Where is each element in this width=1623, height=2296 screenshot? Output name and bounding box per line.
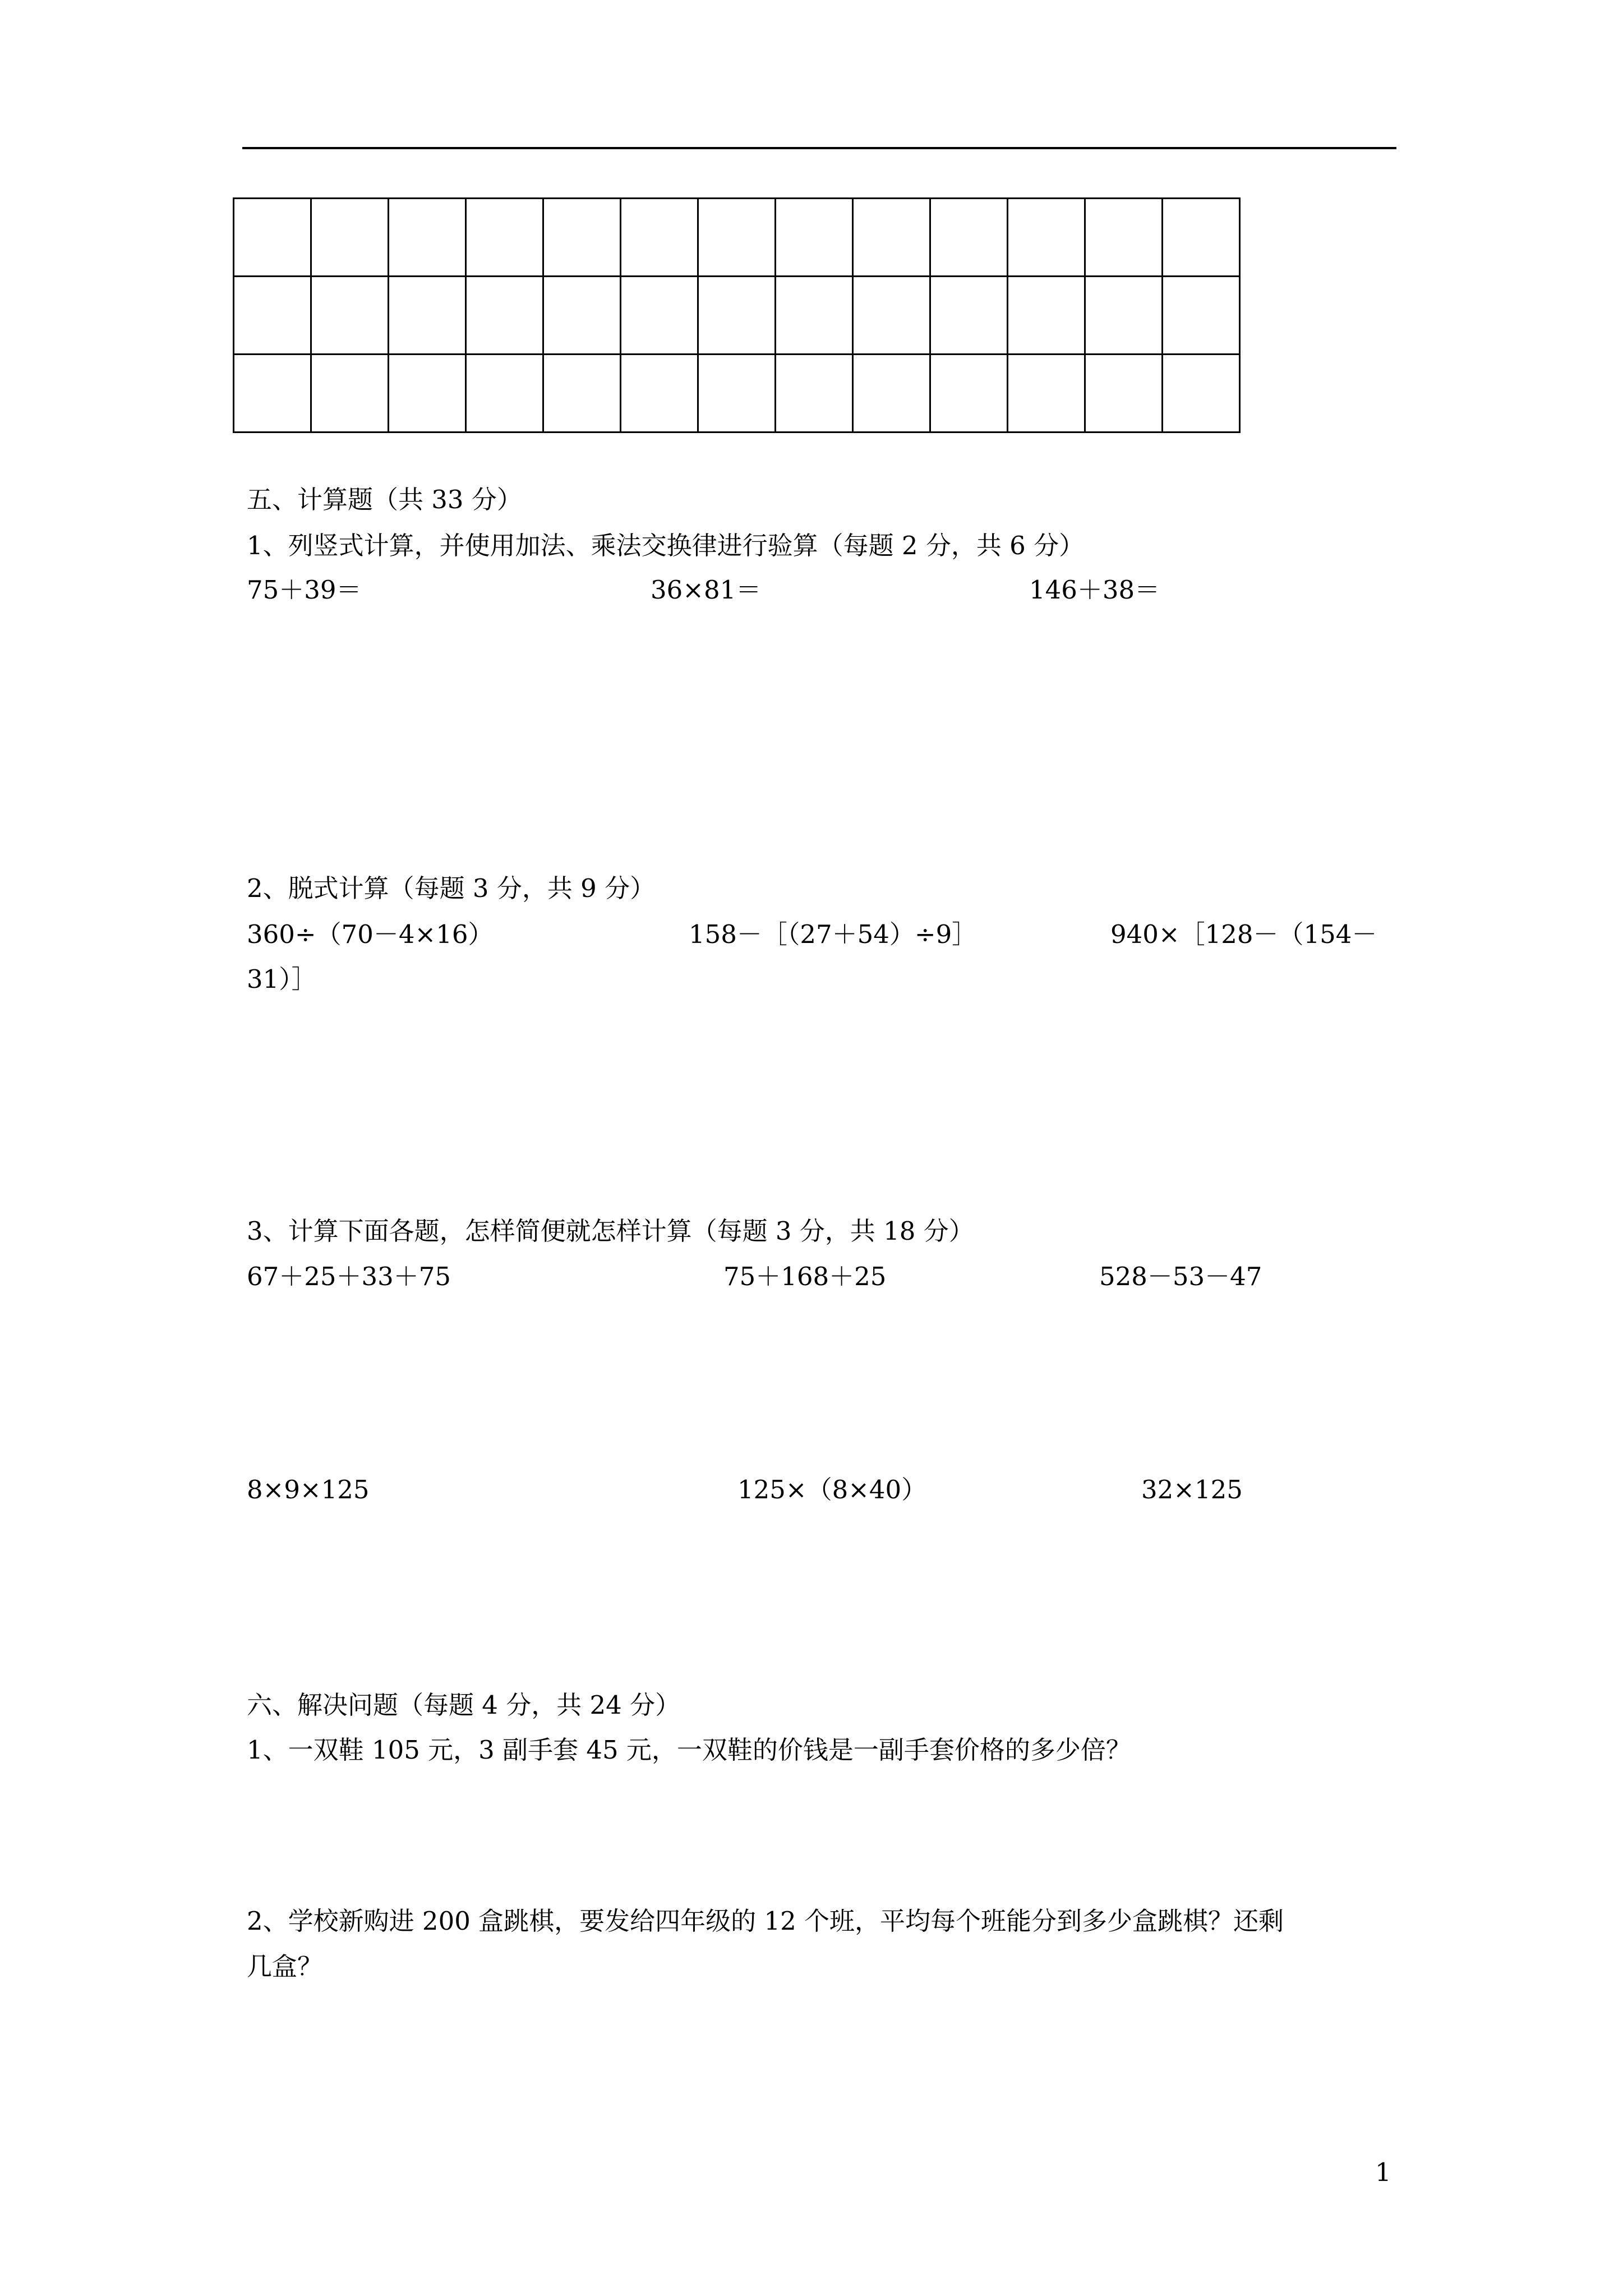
grid-cell: [776, 355, 853, 432]
grid-cell: [776, 277, 853, 355]
grid-cell: [389, 277, 466, 355]
section-6-title: 六、解决问题（每题 4 分，共 24 分）: [247, 1690, 681, 1720]
header-rule: [242, 147, 1396, 149]
grid-cell: [930, 355, 1008, 432]
grid-cell: [234, 277, 311, 355]
q3-title: 3、计算下面各题，怎样简便就怎样计算（每题 3 分，共 18 分）: [247, 1216, 974, 1246]
grid-cell: [389, 355, 466, 432]
s6-q1: 1、一双鞋 105 元，3 副手套 45 元，一双鞋的价钱是一副手套价格的多少倍？: [247, 1735, 1131, 1765]
grid-cell: [466, 199, 543, 277]
q3-item-3: 528－53－47: [1099, 1262, 1262, 1291]
q2-item-1: 360÷（70－4×16）: [247, 919, 494, 949]
grid-cell: [698, 277, 776, 355]
grid-cell: [1085, 199, 1163, 277]
grid-cell: [853, 355, 930, 432]
grid-cell: [311, 199, 389, 277]
s6-q2-line-1: 2、学校新购进 200 盒跳棋，要发给四年级的 12 个班，平均每个班能分到多少盒跳棋？还剩: [247, 1906, 1284, 1936]
grid-cell: [621, 277, 698, 355]
grid-cell: [1163, 199, 1240, 277]
grid-cell: [1085, 355, 1163, 432]
grid-cell: [234, 355, 311, 432]
q2-item-2: 158－［（27＋54）÷9］: [689, 919, 978, 949]
page-number: 1: [1375, 2157, 1391, 2187]
grid-cell: [234, 199, 311, 277]
grid-cell: [621, 199, 698, 277]
grid-cell: [311, 277, 389, 355]
grid-cell: [853, 277, 930, 355]
grid-cell: [1163, 355, 1240, 432]
grid-row: [234, 277, 1240, 355]
grid-cell: [543, 277, 621, 355]
grid-cell: [853, 199, 930, 277]
grid-cell: [311, 355, 389, 432]
grid-row: [234, 199, 1240, 277]
grid-cell: [698, 199, 776, 277]
q1-item-2: 36×81＝: [651, 575, 762, 605]
q3-item-4: 8×9×125: [247, 1475, 370, 1504]
s6-q2-line-2: 几盒？: [247, 1952, 323, 1981]
grid-cell: [621, 355, 698, 432]
grid-cell: [543, 355, 621, 432]
grid-cell: [776, 199, 853, 277]
section-5-title: 五、计算题（共 33 分）: [247, 485, 522, 514]
grid-cell: [1008, 277, 1085, 355]
q1-item-3: 146＋38＝: [1029, 575, 1160, 605]
grid-cell: [543, 199, 621, 277]
q2-item-3-continuation: 31）］: [247, 964, 317, 994]
grid-cell: [1008, 199, 1085, 277]
q3-item-1: 67＋25＋33＋75: [247, 1262, 451, 1291]
grid-cell: [1085, 277, 1163, 355]
grid-cell: [466, 277, 543, 355]
grid-cell: [389, 199, 466, 277]
q2-title: 2、脱式计算（每题 3 分，共 9 分）: [247, 873, 656, 903]
grid-cell: [930, 277, 1008, 355]
answer-grid: [233, 197, 1241, 433]
q1-title: 1、列竖式计算，并使用加法、乘法交换律进行验算（每题 2 分，共 6 分）: [247, 531, 1085, 560]
grid-cell: [466, 355, 543, 432]
grid-cell: [930, 199, 1008, 277]
grid-cell: [698, 355, 776, 432]
q3-item-2: 75＋168＋25: [723, 1262, 887, 1291]
grid-cell: [1008, 355, 1085, 432]
q1-item-1: 75＋39＝: [247, 575, 362, 605]
q3-item-5: 125×（8×40）: [737, 1475, 927, 1504]
q2-item-3: 940×［128－（154－: [1110, 919, 1377, 949]
grid-cell: [1163, 277, 1240, 355]
grid-row: [234, 355, 1240, 432]
q3-item-6: 32×125: [1141, 1475, 1243, 1504]
